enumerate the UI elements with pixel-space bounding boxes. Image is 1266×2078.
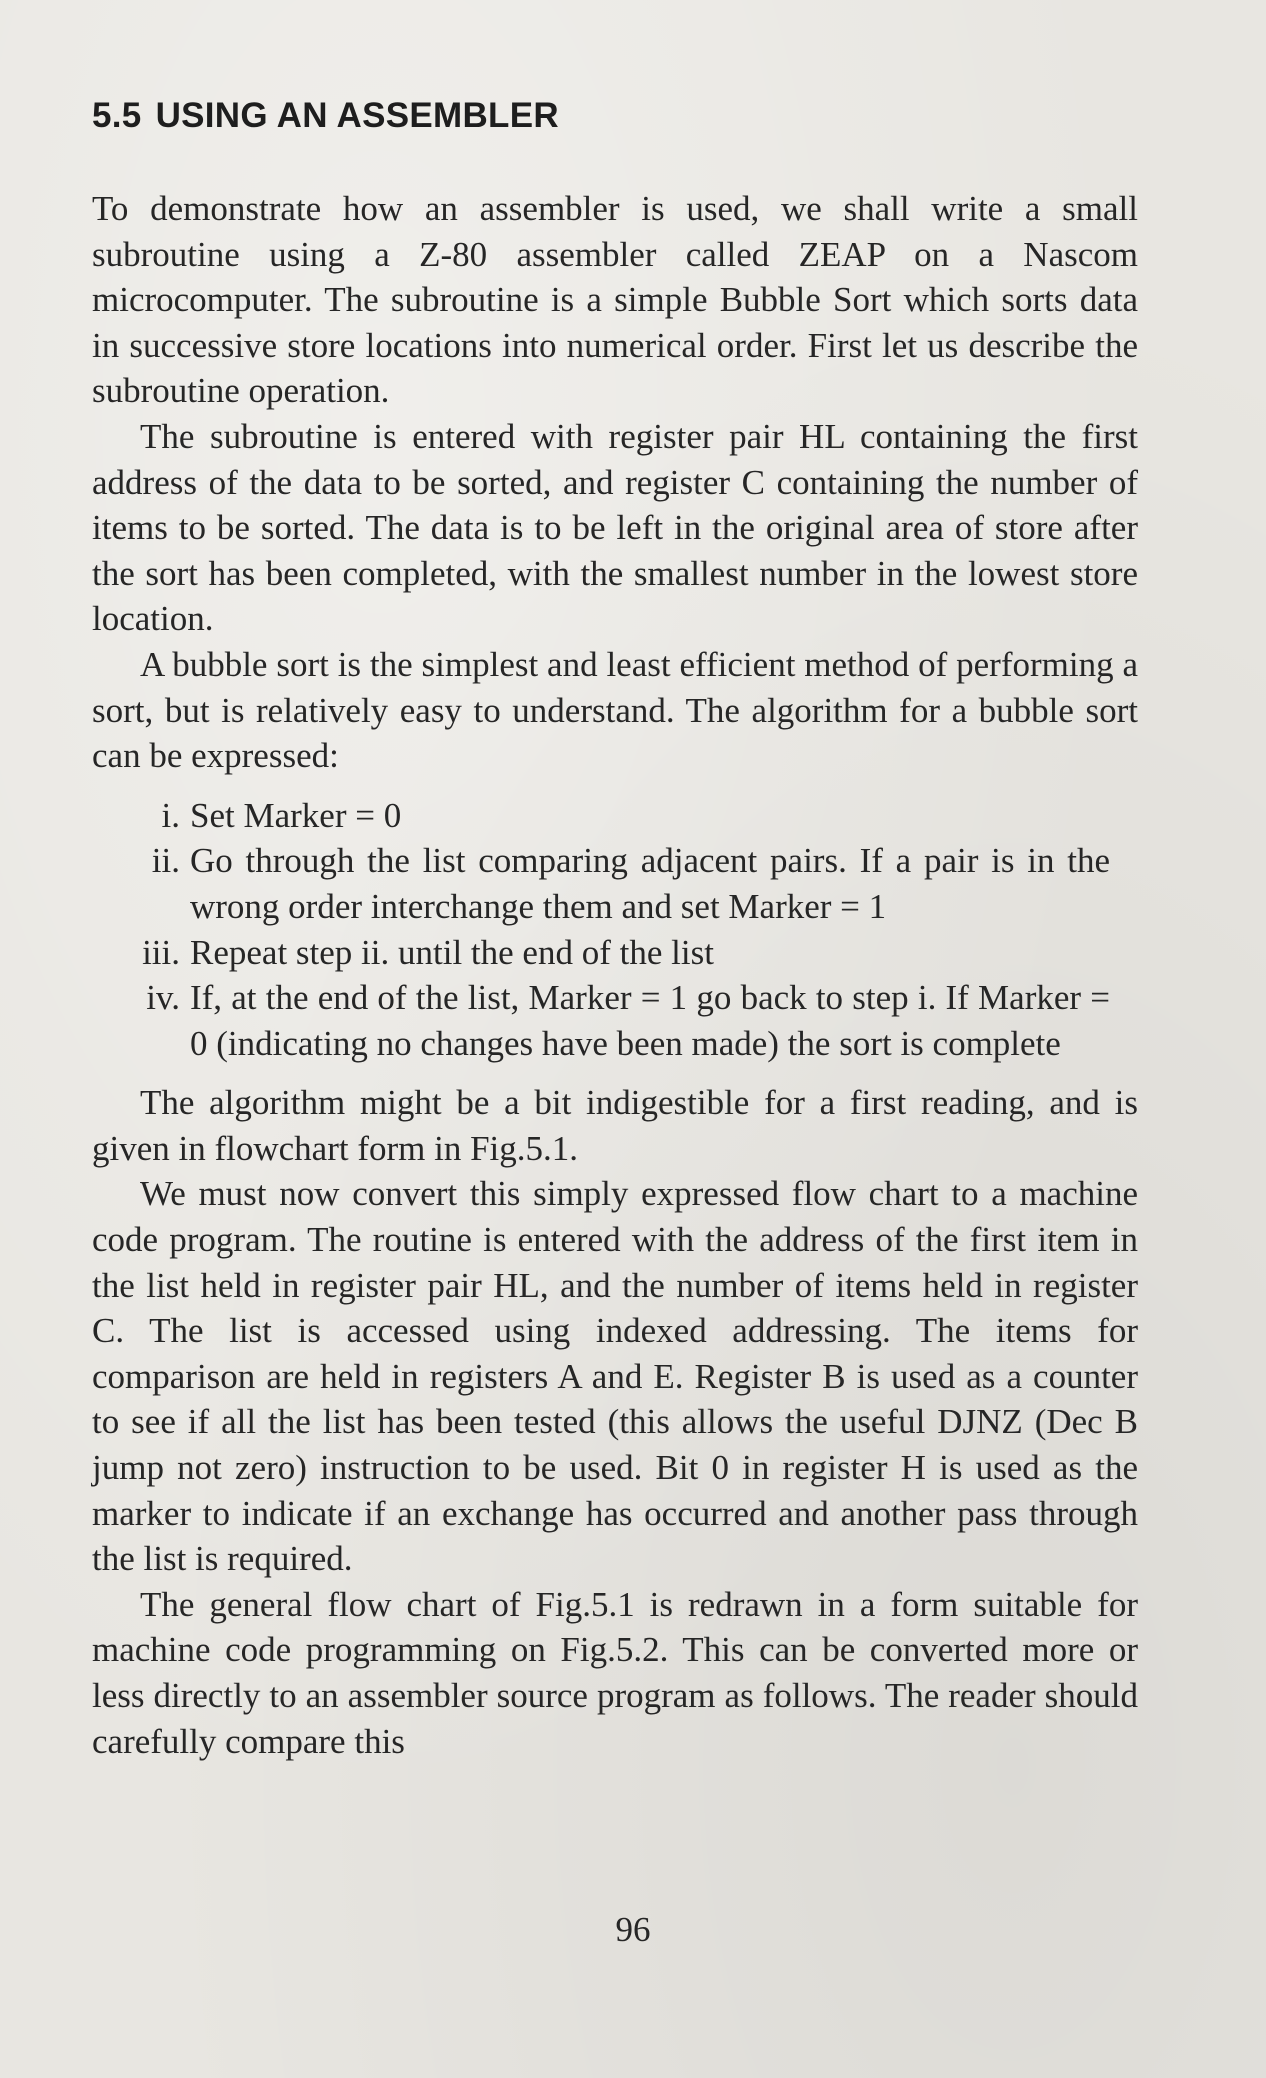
algorithm-step [92,975,1138,1066]
page-number: 96 [615,1910,651,1949]
algorithm-steps [92,793,1138,1067]
step-marker: i. [161,795,180,835]
step-text: If, at the end of the list, Marker = 1 go back to step i. If Marker = 0 (indicating no changes have been made) the sort is complete [190,978,1110,1063]
step-text: Set Marker = 0 [190,795,402,835]
paragraph-flowchart-ref: The algorithm might be a bit indigestible for a first reading, and is given in flowchart form in Fig.5.1. [92,1083,1138,1168]
step-marker: ii. [151,841,180,881]
paragraph-intro: To demonstrate how an assembler is used, we shall write a small subroutine using a Z-80 assembler called ZEAP on a Nascom microcomputer. The subroutine is a simple Bubble Sort which sorts data in successive store locations into numerical order. First let us describe the subroutine operation. [92,189,1138,411]
section-title: USING AN ASSEMBLER [155,96,559,135]
step-marker: iv. [146,978,180,1018]
step-marker: iii. [142,932,180,972]
paragraph-assembler-source: The general flow chart of Fig.5.1 is redrawn in a form suitable for machine code programming on Fig.5.2. This can be converted more or less directly to an assembler source program as follows. The reader should carefully compare this [92,1584,1138,1761]
paragraph-bubble-sort: A bubble sort is the simplest and least efficient method of performing a sort, but is relatively easy to understand. The algorithm for a bubble sort can be expressed: [92,644,1138,776]
step-text: Repeat step ii. until the end of the list [190,932,714,972]
page-content [92,96,1138,1764]
section-number: 5.5 [92,96,142,135]
section-heading [92,96,1138,136]
algorithm-step [92,793,1138,839]
algorithm-step [92,930,1138,976]
algorithm-step [92,838,1138,929]
step-text: Go through the list comparing adjacent pairs. If a pair is in the wrong order interchange them and set Marker = 1 [190,841,1110,926]
paragraph-entry-conditions: The subroutine is entered with register pair HL containing the first address of the data to be sorted, and register C containing the number of items to be sorted. The data is to be left in the original area of store after the sort has been completed, with the smallest number in the lowest store location. [92,416,1138,639]
paragraph-machine-code: We must now convert this simply expressed flow chart to a machine code program. The routine is entered with the address of the first item in the list held in register pair HL, and the number of items held in register C. The list is accessed using indexed addressing. The items for comparison are held in registers A and E. Register B is used as a counter to see if all the list has been tested (this allows the useful DJNZ (Dec B jump not zero) instruction to be used. Bit 0 in register H is used as the marker to indicate if an exchange has occurred and another pass through the list is required. [92,1174,1138,1579]
